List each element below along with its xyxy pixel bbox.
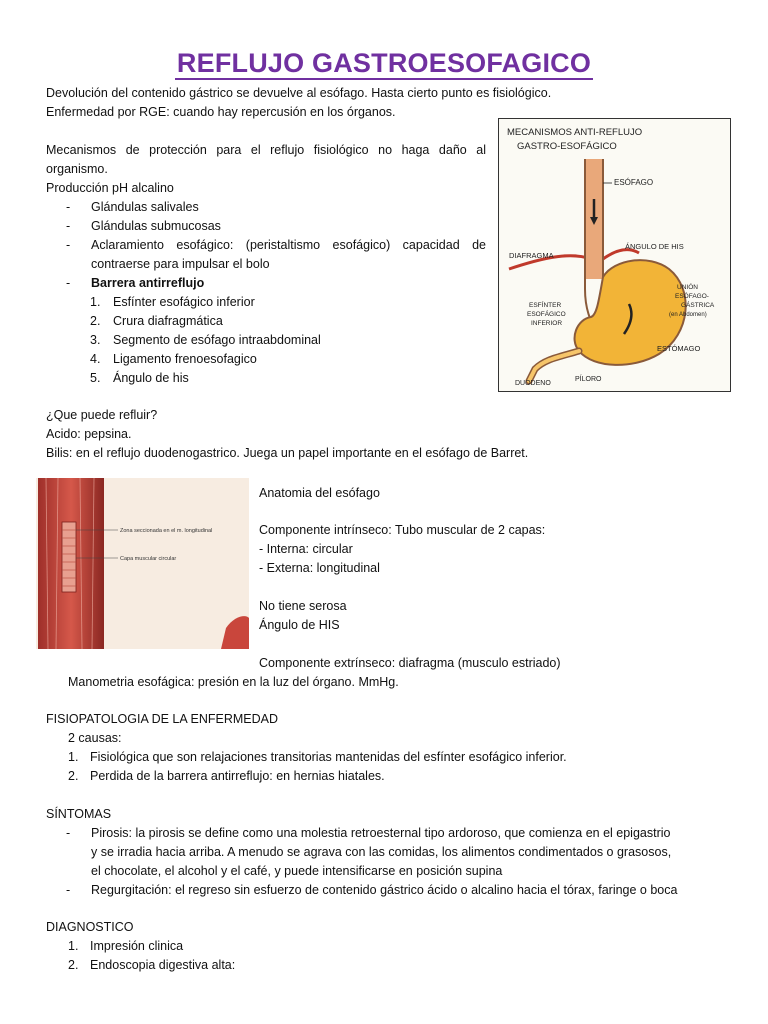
bullet-marker: - — [66, 219, 71, 233]
physio-heading: FISIOPATOLOGIA DE LA ENFERMEDAD — [46, 712, 279, 726]
physio-item: Fisiológica que son relajaciones transitorias mantenidas del esfínter esofágico inferior. — [90, 750, 567, 764]
anatomy-intrinsic: Componente intrínseco: Tubo muscular de 2 capas: — [259, 523, 546, 537]
list-number: 4. — [90, 352, 101, 366]
barrier-item: Crura diafragmática — [113, 314, 223, 328]
intro-disease: Enfermedad por RGE: cuando hay repercusión en los órganos. — [46, 105, 396, 119]
label-union-1: UNIÓN — [677, 284, 698, 291]
list-number: 1. — [68, 750, 79, 764]
anatomy-his: Ángulo de HIS — [259, 618, 340, 632]
symptom-regurgitacion: Regurgitación: el regreso sin esfuerzo de contenido gástrico ácido o alcalino hacia el tórax, faringe o boca — [91, 883, 678, 897]
label-union-2: ESÓFAGO- — [675, 293, 709, 300]
intro-definition: Devolución del contenido gástrico se devuelve al esófago. Hasta cierto punto es fisiológico. — [46, 86, 552, 100]
antireflux-diagram — [498, 118, 731, 392]
barrier-item: Ángulo de his — [113, 371, 189, 385]
label-union-4: (en Abdomen) — [669, 312, 707, 318]
label-duodeno: DUODENO — [515, 380, 551, 387]
bullet-marker: - — [66, 238, 71, 252]
diagram-title-line1: MECANISMOS ANTI-REFLUJO — [507, 127, 643, 138]
ph-heading: Producción pH alcalino — [46, 181, 174, 195]
esophagus-muscle-figure — [36, 478, 249, 649]
bullet-marker: - — [66, 883, 71, 897]
label-estomago: ESTÓMAGO — [657, 344, 701, 353]
label-esofago: ESÓFAGO — [614, 178, 654, 187]
bullet-submucosas: Glándulas submucosas — [91, 219, 221, 233]
muscle-label-longitudinal: Zona seccionada en el m. longitudinal — [120, 528, 213, 534]
diagnosis-item: Endoscopia digestiva alta: — [90, 958, 236, 972]
label-diafragma: DIAFRAGMA — [509, 251, 554, 260]
diagram-title-line2: GASTRO-ESOFÁGICO — [517, 141, 617, 152]
label-esfinter-2: ESOFÁGICO — [527, 311, 566, 318]
list-number: 5. — [90, 371, 101, 385]
anatomy-manometry: Manometria esofágica: presión en la luz del órgano. MmHg. — [68, 675, 399, 689]
bullet-marker: - — [66, 276, 71, 290]
physio-causes: 2 causas: — [68, 731, 122, 745]
document-title: REFLUJO GASTROESOFAGICO — [176, 48, 592, 78]
anatomy-external: - Externa: longitudinal — [259, 561, 380, 575]
reflux-bile: Bilis: en el reflujo duodenogastrico. Juega un papel importante en el esófago de Barret. — [46, 446, 529, 460]
anatomy-internal: - Interna: circular — [259, 542, 353, 556]
bullet-aclaramiento: Aclaramiento esofágico: (peristaltismo esofágico) capacidad de contraerse para impulsar el bolo — [91, 238, 486, 271]
list-number: 1. — [90, 295, 101, 309]
reflux-question: ¿Que puede refluir? — [46, 408, 158, 422]
barrier-item: Segmento de esófago intraabdominal — [113, 333, 321, 347]
bullet-salivales: Glándulas salivales — [91, 200, 199, 214]
mechanisms-text: Mecanismos de protección para el reflujo fisiológico no haga daño al organismo. — [46, 143, 486, 176]
antireflux-drawing — [499, 119, 730, 391]
bullet-marker: - — [66, 200, 71, 214]
anatomy-heading: Anatomia del esófago — [259, 486, 380, 500]
list-number: 2. — [90, 314, 101, 328]
list-number: 2. — [68, 958, 79, 972]
diagnosis-item: Impresión clinica — [90, 939, 184, 953]
label-esfinter-1: ESFÍNTER — [529, 302, 562, 309]
anatomy-serosa: No tiene serosa — [259, 599, 347, 613]
barrier-item: Ligamento frenoesofagico — [113, 352, 257, 366]
symptom-pirosis-line3: el chocolate, el alcohol y el café, y puede intensificarse en posición supina — [91, 864, 503, 878]
bullet-marker: - — [66, 826, 71, 840]
diaphragm-right — [603, 250, 639, 259]
physio-item: Perdida de la barrera antirreflujo: en hernias hiatales. — [90, 769, 385, 783]
label-angulo-his: ÁNGULO DE HIS — [625, 242, 684, 251]
diagnosis-heading: DIAGNOSTICO — [46, 920, 134, 934]
barrier-item: Esfínter esofágico inferior — [113, 295, 255, 309]
symptoms-heading: SÍNTOMAS — [46, 807, 112, 821]
muscle-drawing — [36, 478, 249, 649]
label-union-3: GÁSTRICA — [681, 302, 715, 309]
anatomy-extrinsic: Componente extrínseco: diafragma (musculo estriado) — [259, 656, 561, 670]
symptom-pirosis-line2: y se irradia hacia arriba. A menudo se agrava con las comidas, los alimentos condimentados o grasosos, — [91, 845, 672, 859]
circular-layer-window — [62, 522, 76, 592]
symptom-pirosis-line1: Pirosis: la pirosis se define como una molestia retroesternal tipo ardoroso, que comienza en el epigastrio — [91, 826, 671, 840]
list-number: 2. — [68, 769, 79, 783]
list-number: 3. — [90, 333, 101, 347]
bullet-barrera: Barrera antirreflujo — [91, 276, 205, 290]
list-number: 1. — [68, 939, 79, 953]
reflux-acid: Acido: pepsina. — [46, 427, 132, 441]
label-esfinter-3: INFERIOR — [531, 320, 563, 327]
muscle-label-circular: Capa muscular circular — [120, 556, 177, 562]
label-piloro: PÍLORO — [575, 376, 602, 383]
